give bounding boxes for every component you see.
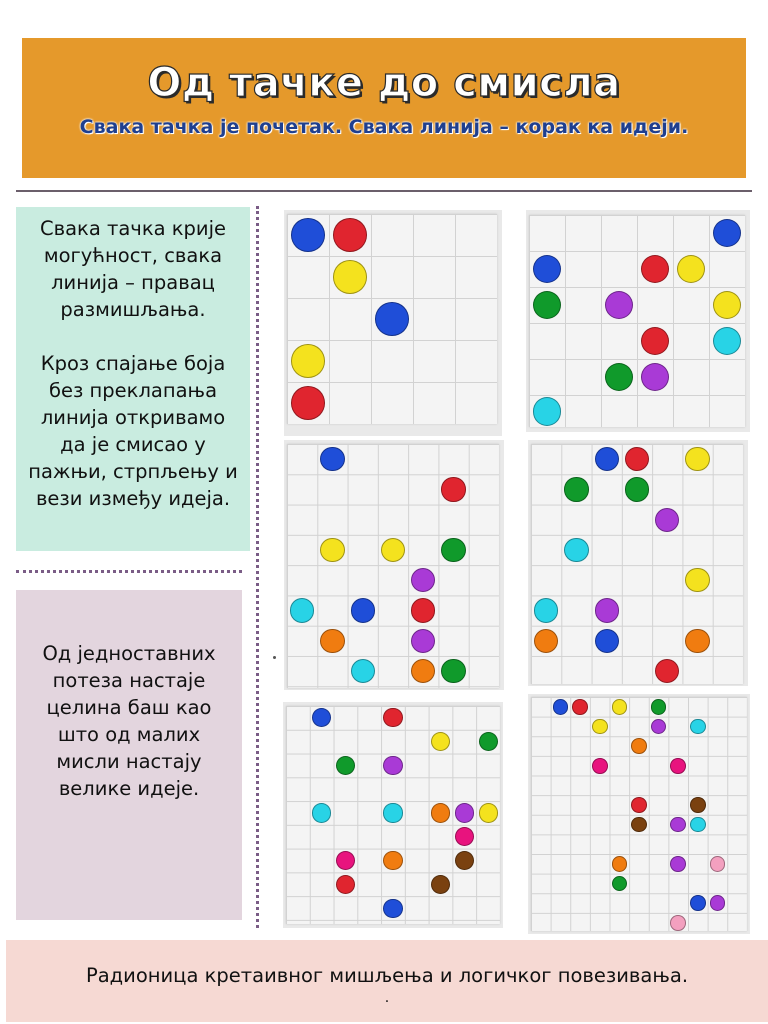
- puzzle-dot-green: [441, 659, 465, 683]
- puzzle-dot-yellow: [333, 260, 367, 294]
- puzzle-dot-orange: [383, 851, 402, 870]
- page-title: Од тачке до смисла: [147, 60, 621, 106]
- puzzle-dot-blue: [383, 899, 402, 918]
- puzzle-dot-blue: [320, 447, 344, 471]
- puzzle-grid-1: [287, 214, 497, 424]
- puzzle-dot-red: [641, 327, 670, 356]
- puzzle-grid-6: [531, 697, 747, 931]
- puzzle-dot-red: [641, 255, 670, 284]
- puzzle-dot-brown: [431, 875, 450, 894]
- vertical-dotted-divider: [256, 206, 259, 928]
- puzzle-dot-cyan: [383, 803, 402, 822]
- puzzle-dot-blue: [713, 219, 742, 248]
- puzzle-dot-yellow: [291, 344, 325, 378]
- puzzle-dot-purple: [411, 568, 435, 592]
- puzzle-dot-magenta: [670, 758, 686, 774]
- puzzle-dot-purple: [651, 719, 667, 735]
- puzzle-dot-green: [651, 699, 667, 715]
- puzzle-dot-green: [479, 732, 498, 751]
- puzzle-dot-cyan: [564, 538, 588, 562]
- puzzle-dot-brown: [690, 797, 706, 813]
- puzzle-dot-orange: [320, 629, 344, 653]
- puzzle-dot-blue: [351, 598, 375, 622]
- intro-paragraph-1: Свака тачка крије могућност, свака линија – правац размишљања.: [40, 217, 226, 321]
- puzzle-dot-yellow: [381, 538, 405, 562]
- puzzle-dot-blue: [595, 629, 619, 653]
- puzzle-dot-green: [441, 538, 465, 562]
- puzzle-dot-green: [533, 291, 562, 320]
- puzzle-dot-red: [336, 875, 355, 894]
- puzzle-dot-green: [564, 477, 588, 501]
- puzzle-dot-cyan: [533, 397, 562, 426]
- puzzle-grid-4: [531, 444, 743, 684]
- puzzle-dot-pink: [670, 915, 686, 931]
- footer-text: Радионица кретаивног мишљења и логичког повезивања.: [85, 964, 689, 987]
- puzzle-dot-orange: [534, 629, 558, 653]
- puzzle-dot-red: [333, 218, 367, 252]
- intro-text-box: [16, 207, 250, 551]
- horizontal-dotted-divider: [16, 570, 242, 573]
- puzzle-dot-cyan: [690, 719, 706, 735]
- puzzle-dot-orange: [431, 803, 450, 822]
- puzzle-dot-red: [572, 699, 588, 715]
- puzzle-dot-cyan: [690, 817, 706, 833]
- puzzle-dot-purple: [670, 817, 686, 833]
- puzzle-dot-red: [291, 386, 325, 420]
- horizontal-divider: [16, 190, 752, 192]
- puzzle-dot-red: [631, 797, 647, 813]
- puzzle-dot-cyan: [534, 598, 558, 622]
- puzzle-dot-purple: [383, 756, 402, 775]
- puzzle-dot-red: [441, 477, 465, 501]
- puzzle-dot-yellow: [713, 291, 742, 320]
- puzzle-dot-purple: [670, 856, 686, 872]
- puzzle-dot-blue: [595, 447, 619, 471]
- puzzle-dot-yellow: [677, 255, 706, 284]
- puzzle-dot-cyan: [351, 659, 375, 683]
- puzzle-dot-orange: [631, 738, 647, 754]
- puzzle-dot-blue: [291, 218, 325, 252]
- puzzle-dot-brown: [455, 851, 474, 870]
- puzzle-grid-3: [287, 444, 499, 688]
- footer-mark: .: [384, 990, 390, 1006]
- puzzle-dot-blue: [312, 708, 331, 727]
- puzzle-dot-red: [655, 659, 679, 683]
- puzzle-dot-orange: [685, 629, 709, 653]
- puzzle-dot-cyan: [312, 803, 331, 822]
- puzzle-dot-pink: [710, 856, 726, 872]
- puzzle-grid-5: [286, 706, 500, 924]
- puzzle-dot-yellow: [592, 719, 608, 735]
- puzzle-dot-yellow: [479, 803, 498, 822]
- puzzle-dot-green: [336, 756, 355, 775]
- puzzle-dot-green: [625, 477, 649, 501]
- puzzle-dot-purple: [605, 291, 634, 320]
- decorative-dot: [273, 656, 276, 659]
- puzzle-dot-magenta: [592, 758, 608, 774]
- header-banner: [22, 38, 746, 178]
- puzzle-dot-yellow: [431, 732, 450, 751]
- puzzle-dot-purple: [710, 895, 726, 911]
- puzzle-dot-blue: [533, 255, 562, 284]
- intro-paragraph-2: Кроз спајање боја без преклапања линија откривамо да је смисао у пажњи, стрпљењу и вези између идеја.: [28, 352, 238, 510]
- puzzle-dot-purple: [455, 803, 474, 822]
- puzzle-dot-yellow: [685, 568, 709, 592]
- puzzle-dot-red: [411, 598, 435, 622]
- puzzle-grid-2: [529, 215, 745, 427]
- puzzle-dot-purple: [655, 508, 679, 532]
- puzzle-dot-cyan: [713, 327, 742, 356]
- puzzle-dot-purple: [411, 629, 435, 653]
- puzzle-dot-magenta: [336, 851, 355, 870]
- puzzle-dot-red: [383, 708, 402, 727]
- puzzle-dot-blue: [375, 302, 409, 336]
- page-subtitle: Свака тачка је почетак. Свака линија – корак ка идеји.: [79, 116, 689, 138]
- puzzle-dot-blue: [553, 699, 569, 715]
- puzzle-dot-orange: [411, 659, 435, 683]
- puzzle-dot-magenta: [455, 827, 474, 846]
- puzzle-dot-orange: [612, 856, 628, 872]
- puzzle-dot-yellow: [685, 447, 709, 471]
- quote-text-box: [16, 590, 242, 920]
- puzzle-dot-brown: [631, 817, 647, 833]
- puzzle-dot-yellow: [320, 538, 344, 562]
- quote-paragraph: Од једноставних потеза настаје целина баш као што од малих мисли настају велике идеје.: [42, 642, 216, 800]
- puzzle-dot-purple: [641, 363, 670, 392]
- footer-banner: [6, 940, 768, 1022]
- puzzle-dot-green: [605, 363, 634, 392]
- puzzle-dot-yellow: [612, 699, 628, 715]
- puzzle-dot-cyan: [290, 598, 314, 622]
- puzzle-dot-purple: [595, 598, 619, 622]
- puzzle-dot-red: [625, 447, 649, 471]
- puzzle-dot-blue: [690, 895, 706, 911]
- puzzle-dot-green: [612, 876, 628, 892]
